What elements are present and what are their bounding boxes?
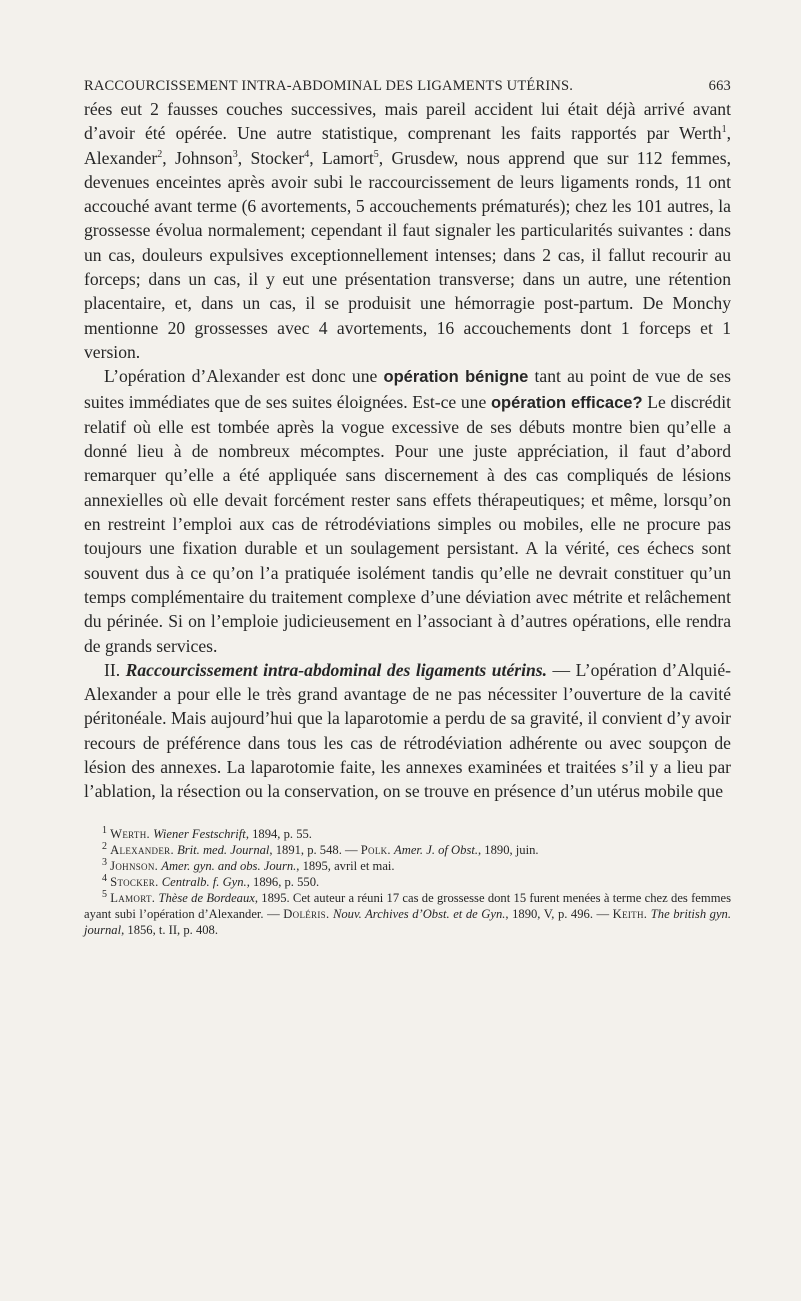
text-run: , Grusdew, nous apprend que sur 112 femmes, devenues enceintes après avoir subi le raccourcissement de leurs ligaments ronds, 11 ont accouché avant terme (6 avortements, 5 accouchements prématurés); chez les 101 autres, la grossesse évolua normalement; cependant il faut signaler les particularités suivantes : dans un cas, douleurs expulsives exceptionnellement intenses; dans 2 cas, il fallut recourir au forceps; dans un cas, il y eut une présentation transverse; dans un autre, une rétention placentaire, et, dans un cas, il se produisit une hémorragie post-partum. De Monchy mentionne 20 grossesses avec 4 avortements, 16 accouchements dont 1 forceps et 1 version. [84, 147, 731, 362]
text-run: , Stocker [237, 147, 305, 168]
footnote-number: 3 [102, 856, 107, 868]
text-run: , Alexander [84, 123, 731, 168]
running-title: RACCOURCISSEMENT INTRA-ABDOMINAL DES LIGAMENTS UTÉRINS. [84, 78, 574, 94]
text-run: — L’opération d’Alquié-Alexander a pour elle le très grand avantage de ne pas nécessiter l’ouverture de la cavité péritonéale. Mais aujourd’hui que la laparotomie a perdu de sa gravité, il convient d’y avoir recours de préférence dans tous les cas de rétrodéviation adhérente ou avec soupçon de lésion des annexes. La laparotomie faite, les annexes examinées et traitées s’il y a lieu par l’ablation, la résection ou la conservation, on se trouve en présence d’un utérus mobile que [84, 659, 731, 802]
footnote-number: 5 [102, 888, 107, 900]
footnote-title: Amer. J. of Obst. [394, 842, 478, 857]
footnote-1 [84, 826, 731, 842]
text-run: rées eut 2 fausses couches successives, mais pareil accident lui était déjà arrivé avant d’avoir été opérée. Une autre statistique, comprenant les faits rapportés par Werth [84, 99, 731, 144]
footnote-number: 4 [102, 872, 107, 884]
footnote-author: Keith. [612, 906, 648, 921]
bold-term: opération bénigne [383, 368, 529, 387]
footnote-4 [84, 874, 731, 890]
text-run: , 1895. Cet auteur a réuni 17 cas de grossesse dont 15 furent menées à terme chez des femmes ayant subi l’opération d’Alexander. — [84, 890, 731, 921]
paragraph-2 [84, 364, 731, 658]
text-run: , Lamort [309, 147, 374, 168]
footnote-ref: 5 [373, 148, 379, 160]
footnote-title: Nouv. Archives d’Obst. et de Gyn. [332, 906, 506, 921]
footnote-3 [84, 858, 731, 874]
section-heading: Raccourcissement intra-abdominal des ligaments utérins. [125, 659, 548, 680]
footnote-author: Werth. [110, 826, 150, 841]
footnote-2 [84, 842, 731, 858]
footnote-ref: 4 [304, 148, 310, 160]
footnote-author: Lamort. [110, 890, 156, 905]
body-text [84, 97, 731, 804]
footnote-title: The british gyn. journal [84, 906, 731, 937]
footnote-number: 2 [102, 840, 107, 852]
text-run: , 1895, avril et mai. [296, 858, 395, 873]
text-run: , 1890, juin. [478, 842, 539, 857]
page-number: 663 [708, 78, 731, 94]
footnote-5 [84, 890, 731, 938]
footnote-ref: 1 [721, 124, 727, 136]
footnote-title: Amer. gyn. and obs. Journ. [161, 858, 297, 873]
text-run: , 1894, p. 55. [245, 826, 312, 841]
bold-term: opération efficace? [490, 393, 643, 412]
text-run: , 1856, t. II, p. 408. [121, 922, 218, 937]
text-run: , Johnson [162, 147, 233, 168]
footnote-author: Alexander. [110, 842, 174, 857]
footnote-title: Wiener Festschrift [153, 826, 246, 841]
text-run: , 1890, V, p. 496. — [505, 906, 613, 921]
footnote-author: Johnson. [110, 858, 159, 873]
text-run: Le discrédit relatif où elle est tombée après la vogue excessive de ses débuts montre bien qu’elle a donné lieu à de nombreux mécomptes. Pour une juste appréciation, il faut d’abord remarquer qu’elle a été appliquée sans discernement à des cas compliqués de lésions annexielles où elle devait forcément rester sans effets thérapeutiques; et même, lorsqu’on en restreint l’emploi aux cas de rétrodéviations simples ou mobiles, elle ne procure pas toujours une fixation durable et un soulagement persistant. A la vérité, ces échecs sont souvent dus à ce qu’on l’a pratiquée isolément tandis qu’elle ne devrait constituer qu’un temps complémentaire du traitement complexe d’une déviation avec métrite et relâchement du périnée. Si on l’emploie judicieusement en l’associant à d’autres opérations, elle rendra de grands services. [84, 391, 731, 656]
text-run: tant au point de vue de ses suites immédiates que de ses suites éloignées. Est-ce une [84, 366, 732, 412]
footnotes [84, 826, 731, 938]
footnote-title: Centralb. f. Gyn. [161, 874, 247, 889]
footnote-author: Stocker. [110, 874, 159, 889]
paragraph-1 [84, 97, 731, 364]
text-run: , 1896, p. 550. [246, 874, 320, 889]
footnote-title: Thèse de Bordeaux [158, 890, 255, 905]
footnote-number: 1 [102, 824, 107, 836]
text-run: , 1891, p. 548. — [269, 842, 361, 857]
text-run: L’opération d’Alexander est donc une [104, 366, 384, 387]
section-number: II. [104, 659, 121, 680]
footnote-ref: 3 [232, 148, 238, 160]
paragraph-3 [84, 658, 731, 804]
footnote-ref: 2 [157, 148, 163, 160]
footnote-author: Polk. [360, 842, 391, 857]
footnote-title: Brit. med. Journal [177, 842, 270, 857]
running-head [84, 78, 731, 95]
footnote-author: Doléris. [283, 906, 330, 921]
